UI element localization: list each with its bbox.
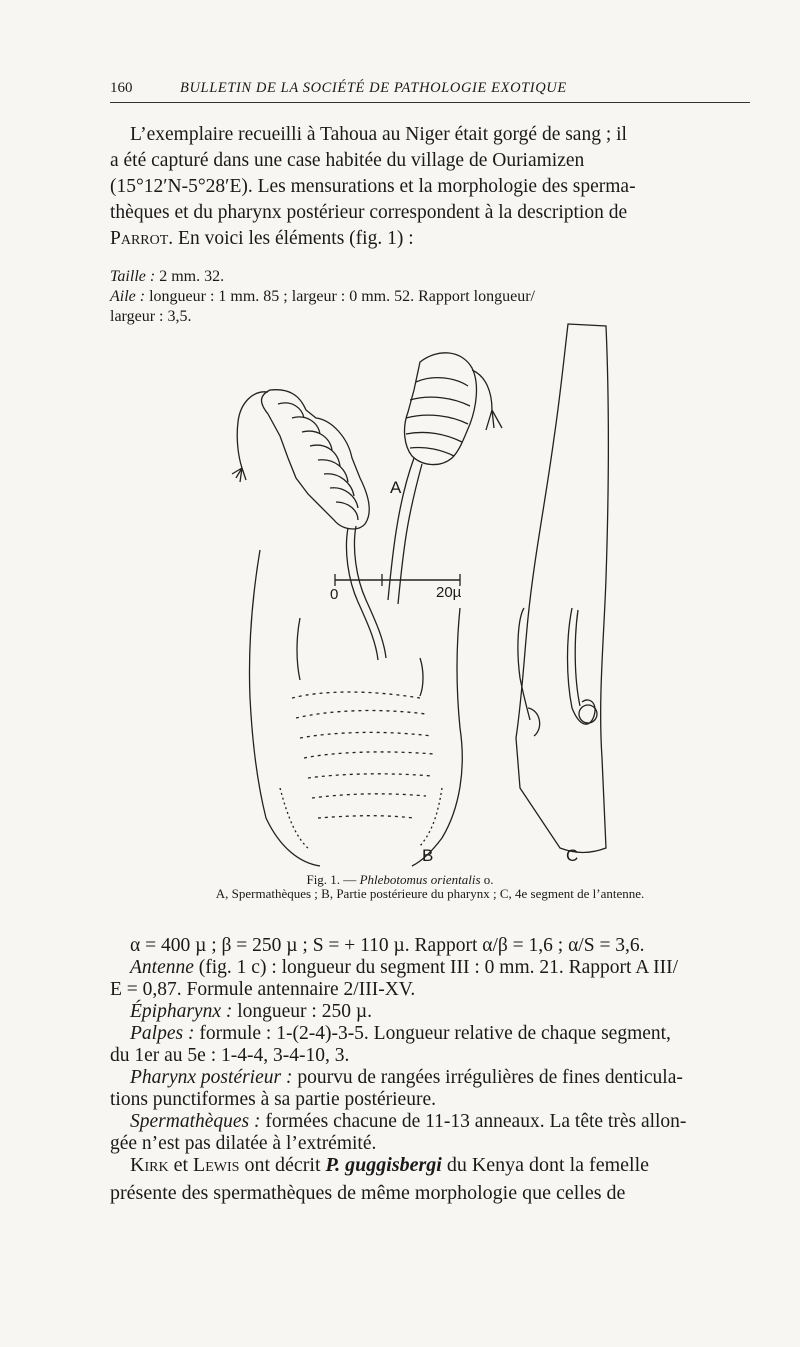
scale-zero: 0 xyxy=(330,586,339,603)
final-text2: du Kenya dont la femelle xyxy=(441,1154,650,1176)
figure-label-b: B xyxy=(422,846,434,865)
spermatheques-label: Spermathèques : xyxy=(130,1111,261,1132)
measurements xyxy=(110,935,750,1155)
intro-line-rest: . En voici les éléments (fig. 1) : xyxy=(168,228,414,249)
pharynx-line-cont: tions punctiformes à sa partie postérieure. xyxy=(110,1089,436,1110)
palpes-line xyxy=(110,1023,750,1045)
antenne-label: Antenne xyxy=(130,957,194,978)
antenne-line-cont: E = 0,87. Formule antennaire 2/III-XV. xyxy=(110,979,416,1000)
final-text1: ont décrit xyxy=(239,1154,326,1176)
palpes-line-cont: du 1er au 5e : 1-4-4, 3-4-10, 3. xyxy=(110,1045,350,1066)
running-title: BULLETIN DE LA SOCIÉTÉ DE PATHOLOGIE EXOTIQUE xyxy=(180,80,567,96)
aile-value: longueur : 1 mm. 85 ; largeur : 0 mm. 52. Rapport longueur/ xyxy=(145,288,535,305)
intro-line xyxy=(110,226,750,252)
pharynx-label: Pharynx postérieur : xyxy=(130,1067,293,1088)
caption-suffix: o. xyxy=(480,872,494,887)
epipharynx-line xyxy=(110,1001,750,1023)
pharynx-value: pourvu de rangées irrégulières de fines denticula- xyxy=(292,1067,683,1088)
ratios-line: α = 400 µ ; β = 250 µ ; S = + 110 µ. Rapport α/β = 1,6 ; α/S = 3,6. xyxy=(130,935,645,956)
spermatheques-line-cont: gée n’est pas dilatée à l’extrémité. xyxy=(110,1133,377,1154)
intro-line: (15°12′N-5°28′E). Les mensurations et la morphologie des sperma- xyxy=(110,176,636,197)
antenna-segment xyxy=(516,324,608,853)
palpes-label: Palpes : xyxy=(130,1023,195,1044)
aile-line xyxy=(110,287,750,307)
taille-line xyxy=(110,267,750,287)
final-paragraph xyxy=(110,1151,750,1207)
epipharynx-label: Épipharynx : xyxy=(130,1001,233,1022)
intro-paragraph xyxy=(110,122,750,252)
species-name: P. guggisbergi xyxy=(325,1154,442,1176)
author-name: Parrot xyxy=(110,228,169,249)
taille-label: Taille : xyxy=(110,268,156,285)
aile-line-cont: largeur : 3,5. xyxy=(110,308,192,325)
author-lewis: Lewis xyxy=(193,1154,240,1176)
final-line: présente des spermathèques de même morphologie que celles de xyxy=(110,1182,626,1204)
spermatheca-right xyxy=(388,353,502,604)
final-et: et xyxy=(168,1154,193,1176)
intro-line: a été capturé dans une case habitée du village de Ouriamizen xyxy=(110,150,585,171)
caption-prefix: Fig. 1. — xyxy=(306,872,360,887)
figure-caption-text: A, Spermathèques ; B, Partie postérieure du pharynx ; C, 4e segment de l’antenne. xyxy=(215,886,645,901)
page-number: 160 xyxy=(110,80,133,96)
pharynx-line xyxy=(110,1067,750,1089)
spermatheques-line xyxy=(110,1111,750,1133)
figure-label-a: A xyxy=(390,478,402,497)
scale-twenty: 20µ xyxy=(436,584,462,601)
author-kirk: Kirk xyxy=(130,1154,169,1176)
page-header xyxy=(110,78,750,103)
figure-1 xyxy=(120,318,760,878)
spermatheca-left xyxy=(232,390,386,660)
antenne-line xyxy=(110,957,750,979)
intro-line: thèques et du pharynx postérieur correspondent à la description de xyxy=(110,202,628,223)
aile-label: Aile : xyxy=(110,288,146,305)
final-line xyxy=(110,1151,750,1179)
epipharynx-value: longueur : 250 µ. xyxy=(232,1001,372,1022)
antenne-value: (fig. 1 c) : longueur du segment III : 0 mm. 21. Rapport A III/ xyxy=(193,957,679,978)
figure-label-c: C xyxy=(566,846,579,865)
palpes-value: formule : 1-(2-4)-3-5. Longueur relative de chaque segment, xyxy=(194,1023,671,1044)
spermatheques-value: formées chacune de 11-13 anneaux. La tête très allon- xyxy=(260,1111,687,1132)
caption-species: Phlebotomus orientalis xyxy=(359,872,481,887)
taille-value: 2 mm. 32. xyxy=(155,268,225,285)
intro-line: L’exemplaire recueilli à Tahoua au Niger était gorgé de sang ; il xyxy=(130,124,627,145)
